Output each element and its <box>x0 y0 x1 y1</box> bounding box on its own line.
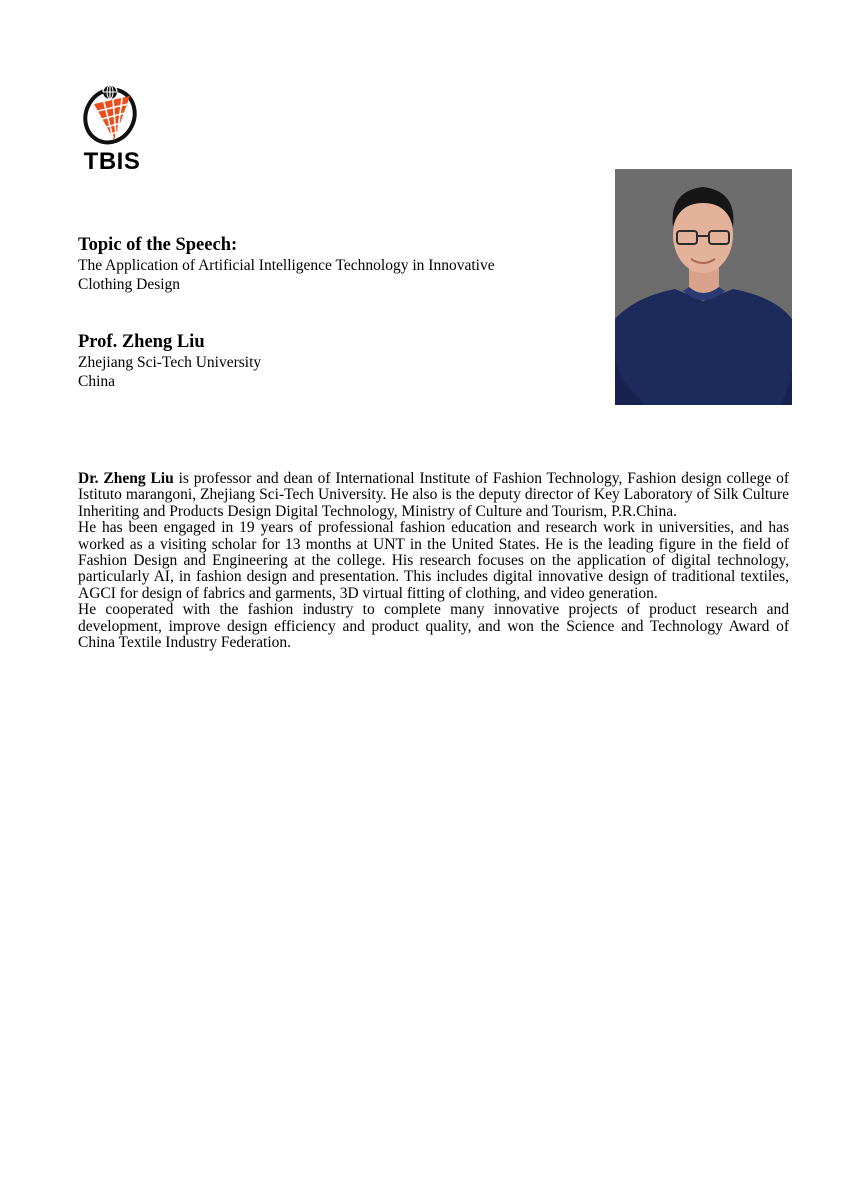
topic-heading: Topic of the Speech: <box>78 235 238 255</box>
speaker-portrait <box>615 169 792 405</box>
tbis-logo <box>76 78 148 176</box>
topic-line-2: Clothing Design <box>78 276 181 293</box>
speaker-name: Prof. Zheng Liu <box>78 332 205 352</box>
logo-text: TBIS <box>83 148 141 175</box>
bio-paragraph-3: He cooperated with the fashion industry to complete many innovative projects of product research and development, improve design efficiency and product quality, and won the Science and Technology Award of China Textile Industry Federation. <box>78 601 789 652</box>
bio-paragraph-1 <box>78 471 789 520</box>
bio-paragraph-1-text: is professor and dean of International Institute of Fashion Technology, Fashion design college of Istituto marangoni, Zhejiang Sci-Tech University. He also is the deputy director of Key Laboratory of Silk Culture Inheriting and Products Design Digital Technology, Ministry of Culture and Tourism, P.R.China. <box>78 470 789 520</box>
speaker-affiliation: Zhejiang Sci-Tech University <box>78 354 262 371</box>
bio-paragraph-2: He has been engaged in 19 years of professional fashion education and research work in universities, and has worked as a visiting scholar for 13 months at UNT in the United States. He is the leading figure in the field of Fashion Design and Engineering at the college. His research focuses on the application of digital technology, particularly AI, in fashion design and presentation. This includes digital innovative design of traditional textiles, AGCI for design of fabrics and garments, 3D virtual fitting of clothing, and video generation. <box>78 519 789 602</box>
tbis-globe-logo-icon <box>80 78 144 148</box>
speaker-country: China <box>78 373 116 390</box>
speech-topic <box>78 234 578 294</box>
topic-line-1: The Application of Artificial Intelligence Technology in Innovative <box>78 257 495 274</box>
speaker-info <box>78 331 578 391</box>
speaker-biography <box>78 471 789 651</box>
speaker-photo <box>615 169 792 405</box>
bio-name: Dr. Zheng Liu <box>78 470 174 487</box>
